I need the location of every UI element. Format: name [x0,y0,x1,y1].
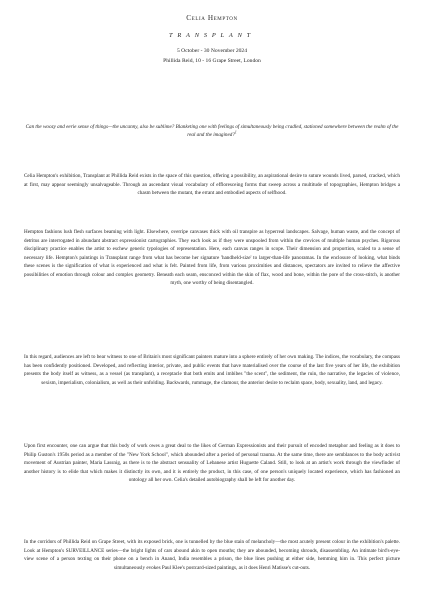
artist-name: Celia Hempton [186,14,238,22]
epigraph-quote [24,123,400,139]
body-paragraph-1: Celia Hempton's exhibition, Transplant at Phillida Reid exists in the space of this question, offering a possibility, an aspirational desire to suture wounds lived, parsed, cracked, which at first, may appear seemingly unsalvageable. Through an ascendant visual vocabulary of effloresceing forms that sweep across a multitude of topographies, Hempton bridges a chasm between the mutant, the errant and embodied aspects of selfhood. [24,173,400,197]
footnote-mark: 1 [234,130,237,135]
exhibition-dates: 5 October - 30 November 2024 [176,48,248,54]
body-paragraph-4: Upon first encounter, one can argue that this body of work owes a great deal to the likes of German Expressionists and their pursuit of encoded metaphor and feeling as it does to Philip Guston's 1950s period as a member of the "New York School", which abounded after a period of personal trauma. At the same time, there are semblances to the body activist movement of Austrian painter, Maria Lassnig, as there is to the abstract sensuality of Lebanese artist Huguette Caland. Still, to look at an artist's work through the viewfinder of another history is to elide that which makes it distinctly its own, and it is entirely the product, in this case, of one person's uniquely located experience, which has fashioned an ontology all her own. Celia's detailed autobiography shall be left for another day. [24,443,400,484]
epigraph-text: Can the woozy and eerie sense of things—the uncanny, also be sublime? Blanketing one with feelings of simultaneously being cradled, stationed somewhere between the realm of the real and the imagined? [25,124,399,138]
exhibition-venue: Phillida Reid, 10 - 16 Grape Street, London [163,58,261,64]
body-paragraph-3: In this regard, audiences are left to bear witness to one of Britain's most significant painters mature into a sphere entirely of her own making. The indices, the vocabulary, the compass has been confidently positioned. Developed, and reflecting interior, private, and public events that have materialised over the course of the last five years of her life, the exhibition presents the body itself as witness, as a vessel (as transplant), a receptacle that both emits and imbibes "the scent", the sediment, the ruin, the narrative, the legacies of violence, sexism, imperialism, colonialism, as well as their unfolding. Backwards, rummage, the clamour, the anterior desire to reclaim space, body, sexuality, land, and legacy. [24,354,400,386]
exhibition-title: TRANSPLANT [169,32,255,39]
body-paragraph-2: Hempton fashions lush flesh surfaces beaming with light. Elsewhere, overripe canvases thick with oil transpire as hyperreal landscapes. Salvage, human waste, and the concept of detritus are interrogated in abundant abstract expressionist cartographies. They each look as if they were unspooled from within the crevices of multiple human psyches. Rigorous disciplinary practice enables the artist to eschew generic typologies of representation. Here, each canvas ranges in scope. Their dimension and proportion, scaled to a sense of necessary life. Hempton's paintings in Transplant range from what has become her signature 'handheld-size' to larger-than-life panoramas. In the enclosure of looking, what binds these scenes is the signification of what is experienced and what is felt. Painted from life, from various proximities and distances, spectators are invited to relieve the affective possibilities of emotion through colour and complex geometry. Beneath each seam, ensconced within the skin of flax, wood and bone, within the pore of the cross-stitch, is another myth, one worthy of being disentangled. [24,229,400,287]
body-paragraph-5: In the corridors of Phillida Reid on Grape Street, with its exposed brick, one is tunnelled by the blue stain of melancholy—the most acutely present colour in the exhibition's palette. Look at Hempton's SURVEILLANCE series—the bright lights of cars abound akin to open mouths; they are abounded, becoming shrouds, disassembling. An intimate bird's-eye-view scene of a person texting on their phone on a bench in Anand, India resembles a prison, the blue lines pushing at either side, hemming him in. This perfect picture simultaneously evokes Paul Klee's postcard-sized paintings, as it does Henri Matisse's cut-outs. [24,539,400,571]
